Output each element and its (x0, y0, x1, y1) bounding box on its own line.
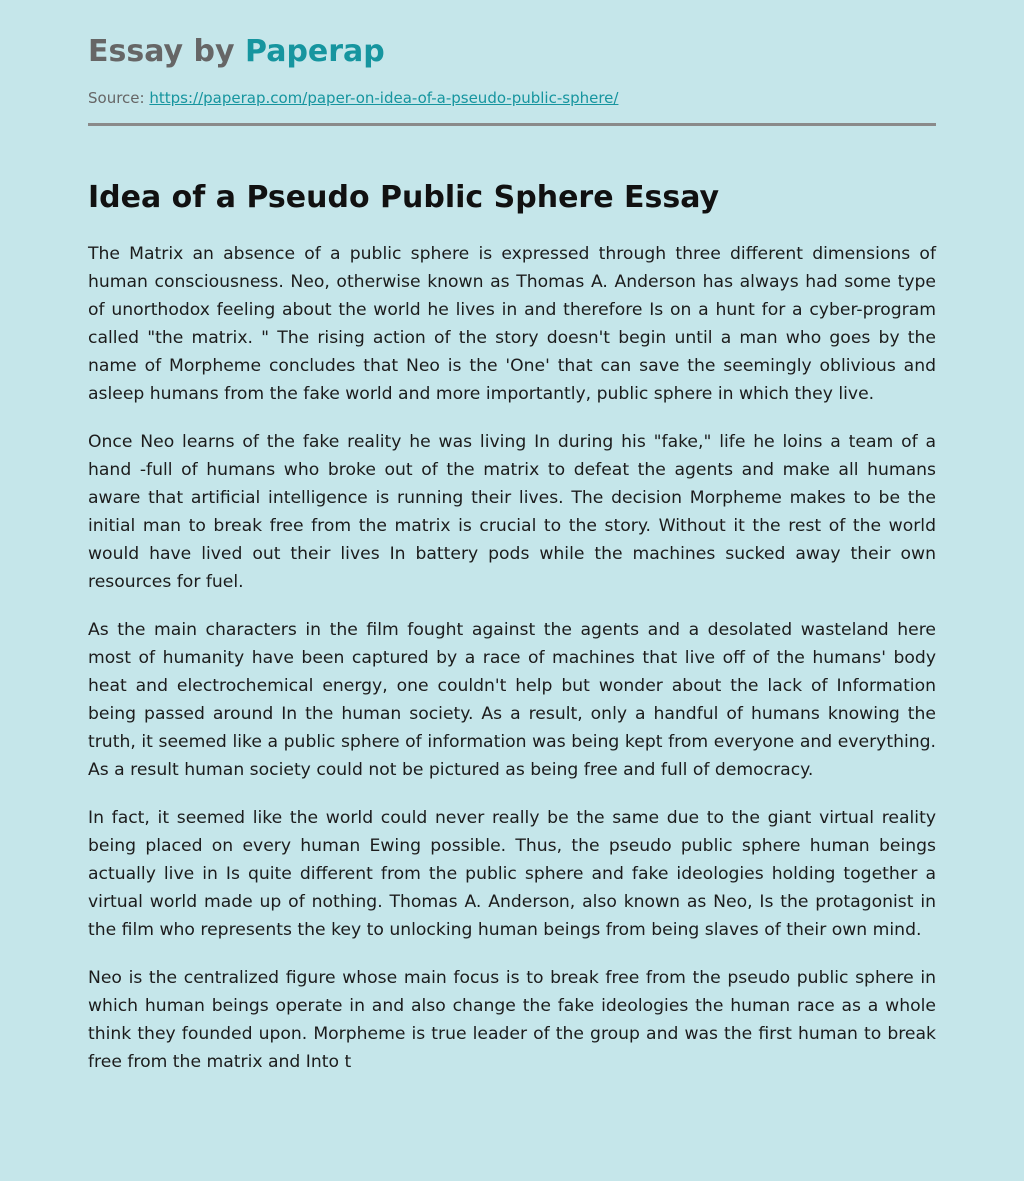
source-line (88, 88, 936, 108)
essay-title: Idea of a Pseudo Public Sphere Essay (88, 180, 720, 215)
essay-paragraph: As the main characters in the film fought against the agents and a desolated wasteland here most of humanity have been captured by a race of machines that live off of the humans' body heat and electrochemical energy, one couldn't help but wonder about the lack of Information being passed around In the human society. As a result, only a handful of humans knowing the truth, it seemed like a public sphere of information was being kept from everyone and everything. As a result human society could not be pictured as being free and full of democracy. (88, 620, 936, 780)
source-label: Source: (88, 89, 145, 107)
essay-paragraph: Once Neo learns of the fake reality he was living In during his "fake," life he loins a team of a hand -full of humans who broke out of the matrix to defeat the agents and make all humans aware that artificial intelligence is running their lives. The decision Morpheme makes to be the initial man to break free from the matrix is crucial to the story. Without it the rest of the world would have lived out their lives In battery pods while the machines sucked away their own resources for fuel. (88, 432, 936, 592)
brand-name: Paperap (245, 34, 385, 69)
header-divider (88, 123, 936, 126)
essay-paragraph: Neo is the centralized figure whose main focus is to break free from the pseudo public sphere in which human beings operate in and also change the fake ideologies the human race as a whole think they founded upon. Morpheme is true leader of the group and was the first human to break free from the matrix and Into t (88, 968, 936, 1072)
essay-paragraph: In fact, it seemed like the world could never really be the same due to the giant virtual reality being placed on every human Ewing possible. Thus, the pseudo public sphere human beings actually live in Is quite different from the public sphere and fake ideologies holding together a virtual world made up of nothing. Thomas A. Anderson, also known as Neo, Is the protagonist in the film who represents the key to unlocking human beings from being slaves of their own mind. (88, 808, 936, 940)
brand-prefix: Essay by (88, 34, 246, 69)
site-brand (88, 32, 936, 72)
essay-page (88, 0, 936, 1076)
essay-paragraph: The Matrix an absence of a public sphere is expressed through three different dimensions of human consciousness. Neo, otherwise known as Thomas A. Anderson has always had some type of unorthodox feeling about the world he lives in and therefore Is on a hunt for a cyber-program called "the matrix. " The rising action of the story doesn't begin until a man who goes by the name of Morpheme concludes that Neo is the 'One' that can save the seemingly oblivious and asleep humans from the fake world and more importantly, public sphere in which they live. (88, 244, 936, 404)
source-link[interactable]: https://paperap.com/paper-on-idea-of-a-pseudo-public-sphere/ (149, 89, 619, 107)
essay-body (88, 240, 936, 1076)
